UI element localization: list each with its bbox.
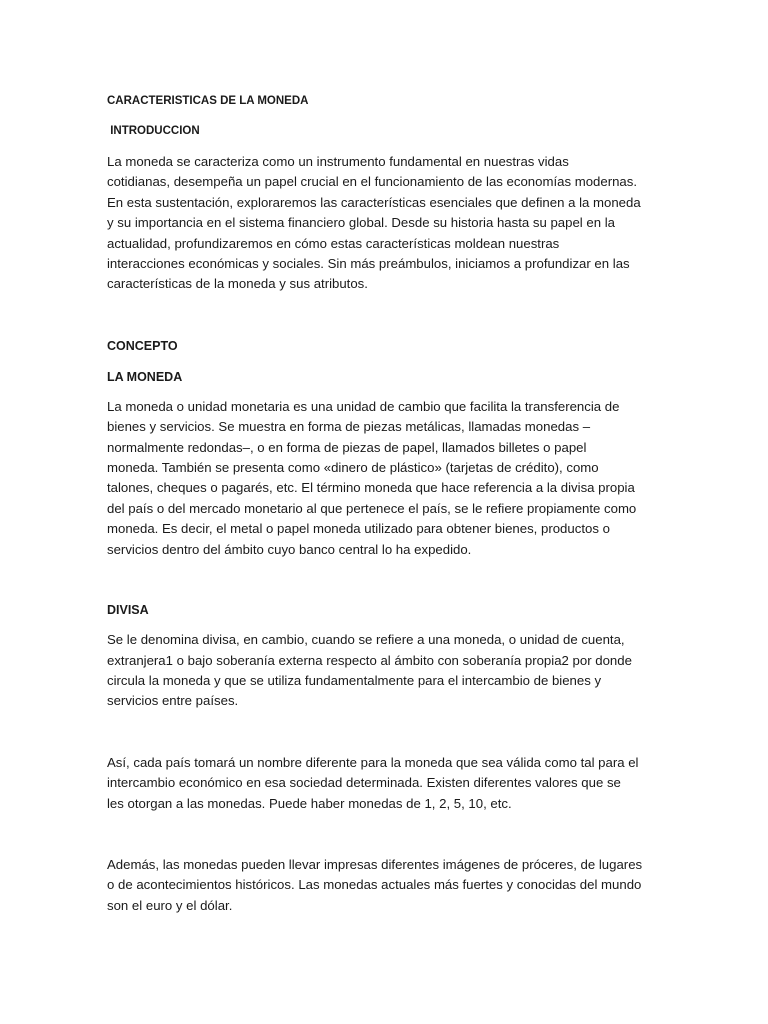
intro-paragraph (107, 152, 667, 295)
paragraph-line: circula la moneda y que se utiliza fundamentalmente para el intercambio de bienes y (107, 672, 602, 688)
ademas-paragraph (107, 855, 667, 916)
paragraph-line: servicios entre países. (107, 693, 239, 709)
asi-paragraph (107, 753, 667, 814)
paragraph-line: características de la moneda y sus atributos. (107, 276, 368, 292)
paragraph-line: intercambio económico en esa sociedad determinada. Existen diferentes valores que se (107, 775, 621, 791)
paragraph-line: normalmente redondas–, o en forma de piezas de papel, llamados billetes o papel (107, 439, 587, 455)
paragraph-line: moneda. También se presenta como «dinero de plástico» (tarjetas de crédito), como (107, 460, 599, 476)
divisa-heading: DIVISA (107, 603, 149, 618)
document-title: CARACTERISTICAS DE LA MONEDA (107, 95, 309, 107)
document-body (107, 92, 667, 916)
divisa-paragraph (107, 630, 667, 712)
paragraph-line: y su importancia en el sistema financiero global. Desde su historia hasta su papel en la (107, 215, 616, 231)
paragraph-line: interacciones económicas y sociales. Sin más preámbulos, iniciamos a profundizar en las (107, 256, 630, 272)
paragraph-line: del país o del mercado monetario al que pertenece el país, se le refiere propiamente como (107, 500, 637, 516)
paragraph-line: En esta sustentación, exploraremos las características esenciales que definen a la moneda (107, 194, 641, 210)
paragraph-line: Además, las monedas pueden llevar impresas diferentes imágenes de próceres, de lugares (107, 856, 643, 872)
paragraph-line: La moneda se caracteriza como un instrumento fundamental en nuestras vidas (107, 154, 569, 169)
paragraph-line: bienes y servicios. Se muestra en forma de piezas metálicas, llamadas monedas – (107, 419, 591, 435)
moneda-heading: LA MONEDA (107, 369, 183, 384)
paragraph-line: moneda. Es decir, el metal o papel moneda utilizado para obtener bienes, productos o (107, 521, 610, 537)
paragraph-line: son el euro y el dólar. (107, 897, 233, 913)
moneda-paragraph (107, 397, 667, 560)
paragraph-line: Se le denomina divisa, en cambio, cuando se refiere a una moneda, o unidad de cuenta, (107, 632, 625, 648)
concepto-heading: CONCEPTO (107, 338, 178, 353)
paragraph-line: servicios dentro del ámbito cuyo banco central lo ha expedido. (107, 541, 472, 557)
paragraph-line: La moneda o unidad monetaria es una unidad de cambio que facilita la transferencia de (107, 398, 620, 414)
paragraph-line: Así, cada país tomará un nombre diferente para la moneda que sea válida como tal para el (107, 754, 639, 770)
paragraph-line: les otorgan a las monedas. Puede haber monedas de 1, 2, 5, 10, etc. (107, 795, 512, 811)
paragraph-line: talones, cheques o pagarés, etc. El término moneda que hace referencia a la divisa propia (107, 480, 635, 496)
intro-heading: INTRODUCCION (107, 125, 200, 137)
paragraph-line: extranjera1 o bajo soberanía externa respecto al ámbito con soberanía propia2 por donde (107, 652, 632, 668)
paragraph-line: cotidianas, desempeña un papel crucial en el funcionamiento de las economías modernas. (107, 174, 638, 190)
paragraph-line: o de acontecimientos históricos. Las monedas actuales más fuertes y conocidas del mundo (107, 877, 642, 893)
paragraph-line: actualidad, profundizaremos en cómo estas características moldean nuestras (107, 235, 560, 251)
